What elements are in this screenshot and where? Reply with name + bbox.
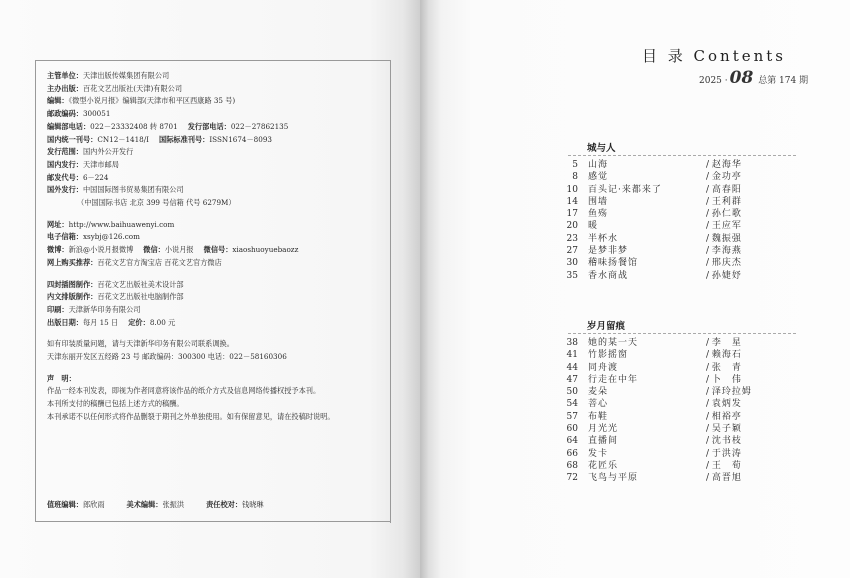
toc-page-number: 17 <box>566 209 578 220</box>
toc-entry-title: 花匠乐 <box>588 460 619 471</box>
section-divider <box>568 155 796 156</box>
toc-entry <box>561 245 793 257</box>
toc-entry-author: / 张 青 <box>706 362 742 374</box>
toc-entry-title: 发卡 <box>588 448 609 459</box>
toc-entry <box>561 411 793 423</box>
toc-entry-author: / 孙婕妤 <box>706 270 742 282</box>
info-row: 主管单位：天津出版传媒集团有限公司 <box>47 71 170 80</box>
toc-entry-author: / 王利群 <box>706 196 742 208</box>
info-row: 邮发代号：6－224 <box>47 172 109 182</box>
notice-line: 作品一经本刊发表，即视为作者同意将该作品的纸介方式及信息网络传播权授予本刊。 <box>47 386 321 396</box>
toc-entry-author: / 吴子颖 <box>706 423 742 435</box>
toc-entry-title: 山海 <box>588 160 609 170</box>
toc-entry-author: / 卜 伟 <box>706 374 742 386</box>
toc-entry-author: / 金功亭 <box>706 171 742 183</box>
toc-entry-author: / 高晋旭 <box>706 472 742 484</box>
social-row: 微博：新浪@小说月报微博 微信：小说月报 微信号：xiaoshuoyuebaozz <box>47 245 299 255</box>
issue-number: 2025 · 08 总第 174 期 <box>699 68 809 88</box>
toc-page-number: 68 <box>566 460 578 471</box>
toc-entry-author: / 相裕亭 <box>706 411 742 423</box>
toc-entry-author: / 沈书枝 <box>706 435 742 447</box>
toc-page-number: 10 <box>566 184 578 195</box>
toc-entry-author: / 王应军 <box>706 220 742 232</box>
toc-entry-title: 感觉 <box>588 172 609 183</box>
toc-page-number: 27 <box>566 246 578 257</box>
toc-entry-author: / 于洪涛 <box>706 448 742 460</box>
email-row: 电子信箱：xsybj@126.com <box>47 232 140 242</box>
toc-page-number: 35 <box>566 270 578 281</box>
notice-line: 本刊承诺不以任何形式将作品删裂于期刊之外单独使用。如有保留意见，请在投稿时说明。 <box>47 411 335 421</box>
info-row: 发行范围：国内外公开发行 <box>47 147 134 157</box>
website-row: 网址：http://www.baihuawenyi.com <box>47 219 175 229</box>
info-row: 编辑：《微型小说月报》编辑部(天津市和平区西康路 35 号) <box>47 96 236 106</box>
print-row: 印刷：天津新华印务有限公司 <box>47 304 141 314</box>
toc-page-number: 66 <box>566 448 578 459</box>
section-title: 岁月留痕 <box>587 321 626 332</box>
info-row: 主办出版：百花文艺出版社(天津)有限公司 <box>47 83 183 93</box>
notice-line: 本刊所支付的稿酬已包括上述方式的稿酬。 <box>47 399 184 409</box>
toc-entry <box>561 337 793 349</box>
toc-entry-title: 暖 <box>588 221 599 232</box>
quality-line: 如有印装质量问题，请与天津新华印务有限公司联系调换。 <box>47 339 234 349</box>
toc-entry-author: / 泽玲拉姆 <box>706 386 752 398</box>
toc-page-number: 41 <box>566 350 578 361</box>
toc-entry <box>561 472 793 484</box>
toc-entry-title: 香水商战 <box>588 270 629 281</box>
print-row: 内文排版制作：百花文艺出版社电脑制作部 <box>47 292 184 302</box>
toc-entry-title: 围墙 <box>588 196 609 207</box>
toc-page-number: 47 <box>566 374 578 385</box>
toc-section-list <box>561 337 793 485</box>
toc-page-number: 23 <box>566 233 578 244</box>
toc-entry-title: 竹影摇窗 <box>588 350 629 361</box>
toc-entry-title: 是梦非梦 <box>588 246 629 257</box>
toc-entry-author: / 高春阳 <box>706 184 742 196</box>
toc-page-number: 20 <box>566 221 578 232</box>
section-title: 城与人 <box>587 143 616 154</box>
toc-page-number: 44 <box>566 362 578 373</box>
toc-entry <box>561 196 793 208</box>
print-row: 四封插图制作：百花文艺出版社美术设计部 <box>47 279 184 289</box>
toc-page-number: 30 <box>566 258 578 269</box>
toc-entry <box>561 398 793 410</box>
toc-entry <box>561 448 793 460</box>
toc-entry <box>561 208 793 220</box>
toc-page-number: 60 <box>566 424 578 435</box>
toc-entry-title: 半杯水 <box>588 233 619 244</box>
toc-page-number: 64 <box>566 436 578 447</box>
left-page <box>0 0 420 578</box>
toc-entry-title: 鱼殇 <box>588 209 609 220</box>
toc-page-number: 72 <box>566 473 578 484</box>
info-row: （中国国际书店 北京 399 号信箱 代号 6279M） <box>77 198 236 208</box>
toc-page-number: 14 <box>566 196 578 207</box>
toc-entry-author: / 邢庆杰 <box>706 257 742 269</box>
editor-credits: 值班编辑：郎欣雨 美术编辑：张振洪 责任校对：钱晓琳 <box>47 500 264 509</box>
toc-section-list <box>561 159 793 282</box>
toc-entry <box>561 349 793 361</box>
toc-entry-title: 飞鸟与平原 <box>588 473 639 484</box>
toc-page-number: 54 <box>566 399 578 410</box>
info-row: 国外发行：中国国际图书贸易集团有限公司 <box>47 185 184 195</box>
info-row: 编辑部电话：022－23332408 转 8701 发行部电话：022－27862135 <box>47 121 289 131</box>
toc-entry-title: 百头记·来都来了 <box>588 184 662 195</box>
toc-entry <box>561 270 793 282</box>
toc-entry-title: 她的某一天 <box>588 338 639 348</box>
info-row: 邮政编码：300051 <box>47 109 111 119</box>
shop-row: 网上购买推荐：百花文艺官方淘宝店 百花文艺官方微店 <box>47 257 222 267</box>
toc-entry-author: / 赖海石 <box>706 349 742 361</box>
toc-entry <box>561 257 793 269</box>
toc-entry-title: 菩心 <box>588 399 609 410</box>
toc-entry-author: / 李 星 <box>706 337 742 349</box>
toc-entry-author: / 李海燕 <box>706 245 742 257</box>
quality-line: 天津东丽开发区五经路 23 号 邮政编码：300300 电话：022－58160306 <box>47 352 287 362</box>
toc-entry-title: 布鞋 <box>588 411 609 422</box>
toc-entry <box>561 423 793 435</box>
toc-entry <box>561 362 793 374</box>
toc-page-number: 57 <box>566 411 578 422</box>
toc-entry-title: 麦朵 <box>588 387 609 398</box>
toc-page-number: 38 <box>566 338 578 348</box>
toc-page-number: 8 <box>572 172 578 183</box>
toc-entry <box>561 233 793 245</box>
toc-entry <box>561 374 793 386</box>
toc-entry <box>561 435 793 447</box>
toc-entry <box>561 460 793 472</box>
toc-entry <box>561 220 793 232</box>
toc-entry <box>561 386 793 398</box>
toc-entry-author: / 袁炳发 <box>706 398 742 410</box>
toc-entry <box>561 171 793 183</box>
date-row: 出版日期：每月 15 日 定价：8.00 元 <box>47 317 176 327</box>
toc-title: 目 录 Contents <box>642 47 786 65</box>
imprint-info <box>47 70 377 424</box>
toc-entry <box>561 184 793 196</box>
info-row: 国内发行：天津市邮局 <box>47 159 119 169</box>
toc-entry <box>561 159 793 171</box>
toc-entry-author: / 王 荀 <box>706 460 742 472</box>
toc-entry-author: / 魏振强 <box>706 233 742 245</box>
toc-entry-title: 同舟渡 <box>588 362 619 373</box>
toc-entry-author: / 孙仁歌 <box>706 208 742 220</box>
toc-entry-title: 行走在中年 <box>588 374 639 385</box>
section-divider <box>568 333 796 334</box>
info-row: 国内统一刊号：CN12－1418/I 国际标准刊号：ISSN1674－8093 <box>47 134 272 144</box>
toc-entry-title: 月光光 <box>588 424 619 435</box>
toc-page-number: 5 <box>572 160 578 170</box>
toc-page-number: 50 <box>566 387 578 398</box>
info-frame-bottom <box>35 521 390 522</box>
toc-entry-title: 直播间 <box>588 436 619 447</box>
notice-title: 声 明： <box>47 373 76 383</box>
toc-entry-author: / 赵海华 <box>706 159 742 171</box>
toc-entry-title: 稽味扬餐馆 <box>588 258 639 269</box>
